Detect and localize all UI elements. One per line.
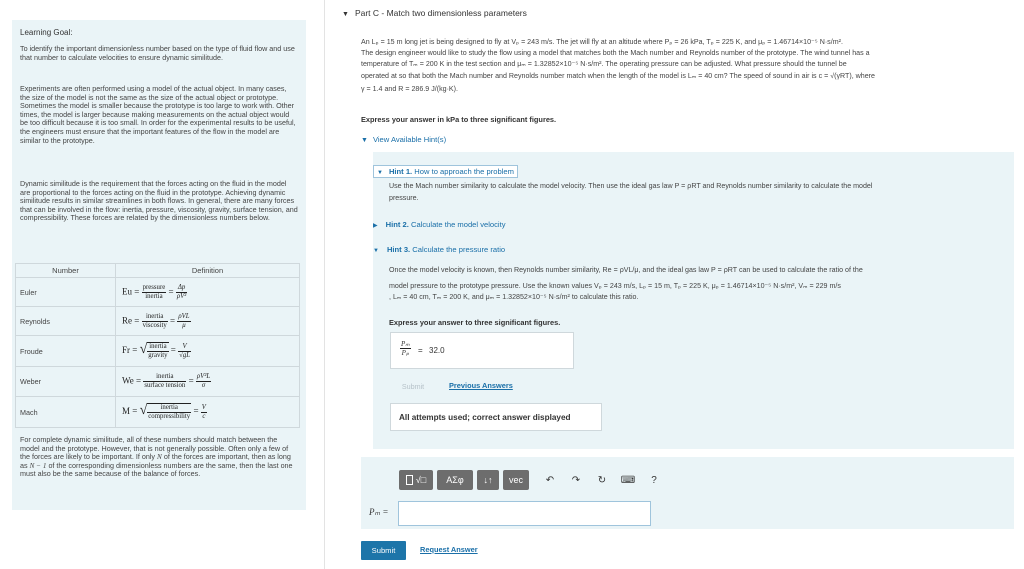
table-header: Definition — [116, 264, 300, 278]
undo-icon[interactable]: ↶ — [545, 474, 555, 486]
frac-den: gL — [182, 351, 191, 359]
frac-num: pressure — [142, 283, 166, 291]
view-hints-label: View Available Hint(s) — [372, 135, 447, 144]
p4-text-c: of the corresponding dimensionless numbers are the same, then the last one must also be the same because of the balance of forces. — [20, 460, 293, 479]
submit-button-disabled: Submit — [390, 379, 436, 395]
column-divider — [324, 0, 325, 569]
frac-den: gravity — [148, 352, 168, 359]
hint-3-body — [389, 265, 1009, 304]
number-symbol: M — [122, 406, 131, 417]
learning-goal-p4 — [20, 436, 298, 479]
learning-goal-title: Learning Goal: — [20, 28, 73, 37]
chevron-down-icon: ▼ — [377, 170, 383, 176]
table-cell-name: Froude — [16, 336, 116, 367]
hint-2-label: Calculate the model velocity — [410, 220, 506, 229]
number-symbol: Eu — [122, 286, 132, 297]
pressure-answer-input[interactable] — [398, 501, 651, 526]
table-row — [16, 367, 300, 397]
hint-1-body — [389, 181, 872, 204]
frac-den: μ — [182, 321, 186, 329]
ratio-label-den: Pₚ — [401, 349, 409, 357]
reset-icon[interactable]: ↻ — [597, 474, 607, 486]
view-hints-toggle[interactable] — [361, 135, 446, 144]
learning-goal-p3: Dynamic similitude is the requirement that the forces acting on the fluid in the model are proportional to the forces acting on the fluid in the prototype. Achieving dynamic similitude results in similar streamlines in both flows. In general, there are many forces that can be involved in the flow: inertia, pressure, viscosity, gravity, surface tension, and compressibility. These forces are related by the dimensionless numbers below. — [20, 179, 298, 223]
ratio-label — [400, 340, 411, 357]
chevron-down-icon: ▼ — [373, 248, 379, 254]
learning-goal-p1: To identify the important dimensionless number based on the type of fluid flow and use that number to calculate velocities to ensure dynamic similitude. — [20, 44, 295, 62]
table-cell-name: Reynolds — [16, 307, 116, 336]
fraction-template-icon — [406, 475, 413, 485]
frac-num: inertia — [143, 373, 186, 382]
ratio-label-num: Pₘ — [401, 340, 410, 348]
table-cell-definition: We = $\frac{\text{inertia}}{\text{surface tension}}$ = $\frac{\text{ρV²L}}{\sigma}$ — [116, 367, 300, 397]
hint-1-text: Use the Mach number similarity to calculate the model velocity. Then use the ideal gas law P = ρRT and Reynolds number similarity to calculate the model — [389, 182, 873, 190]
ratio-answer-box: $\frac{\text{Pₘ}}{\text{Pₚ}}$ = 32.0 — [390, 332, 574, 369]
hint-3-label: Calculate the pressure ratio — [412, 245, 506, 254]
attempts-message: All attempts used; correct answer displayed — [390, 403, 602, 431]
question-text — [361, 37, 1017, 95]
chevron-right-icon: ▶ — [373, 223, 378, 229]
hint-3-number: Hint 3. — [386, 245, 411, 254]
table-cell-definition: M = √ $\frac{\text{inertia}}{\text{compressibility}}$ = $\frac{V}{c}$ — [116, 397, 300, 428]
table-cell-definition: Re = $\frac{\text{inertia}}{\text{viscosity}}$ = $\frac{\text{ρVL}}{\mu}$ — [116, 307, 300, 336]
hint-3-text: , Lₘ = 40 cm, Tₘ = 200 K, and μₘ = 1.32852×10⁻⁵ N·s/m² to calculate this ratio. — [389, 293, 639, 301]
number-symbol: We — [122, 375, 134, 386]
frac-num: Δp — [176, 284, 187, 293]
hint-1-text: pressure. — [389, 193, 419, 202]
question-line: The design engineer would like to study the flow using a model that matches both the Mach number and Reynolds number of the prototype. The wind tunnel has a — [361, 49, 870, 58]
table-cell-name: Euler — [16, 278, 116, 307]
keyboard-icon[interactable]: ⌨ — [620, 474, 636, 486]
table-row — [16, 397, 300, 428]
answer-instruction: Express your answer in kPa to three significant figures. — [361, 115, 557, 124]
table-row — [16, 307, 300, 336]
pm-label: Pₘ = — [369, 507, 389, 517]
hint-3-text: Once the model velocity is known, then Reynolds number similarity, Re = ρVL/μ, and the ideal gas law P = ρRT can be used to calculate the ratio of the — [389, 266, 863, 274]
previous-answers-link[interactable]: Previous Answers — [449, 381, 513, 390]
submit-button[interactable]: Submit — [361, 541, 406, 560]
frac-den: compressibility — [148, 413, 191, 420]
table-cell-definition: Fr = √ $\frac{\text{inertia}}{\text{gravity}}$ = $\frac{V}{√gL}$ — [116, 336, 300, 367]
chevron-down-icon: ▼ — [361, 137, 368, 144]
question-line: temperature of Tₘ = 200 K in the test section and μₘ = 1.32852×10⁻⁵ N·s/m². The operating pressure can be adjusted. What pressure should the tunnel be — [361, 60, 847, 69]
table-cell-name: Weber — [16, 367, 116, 397]
math-toolbar — [399, 469, 671, 491]
frac-num: ρVL — [178, 312, 190, 320]
question-line: operated at so that both the Mach number and Reynolds number match when the length of the model is Lₘ = 40 cm? The speed of sound in air is c = √(γRT), where — [361, 71, 875, 80]
table-header-row — [16, 264, 300, 278]
table-header: Number — [16, 264, 116, 278]
frac-num: V — [178, 343, 191, 352]
frac-num: ρV²L — [196, 373, 211, 380]
frac-den: viscosity — [142, 321, 167, 329]
learning-goal-panel — [12, 20, 306, 510]
p4-math-n-minus-1: N − 1 — [29, 461, 47, 470]
frac-den: c — [202, 412, 206, 420]
table-row — [16, 278, 300, 307]
help-button[interactable]: ? — [651, 474, 657, 486]
p4-text-a: For complete dynamic similitude, all of these numbers should match between the model and the prototype. However, that is not generally possible. Often only a few of the forces are likely to be important. If only — [20, 435, 289, 462]
sqrt-template-icon: √□ — [415, 475, 427, 485]
frac-den: inertia — [145, 292, 163, 300]
frac-num: inertia — [149, 343, 167, 350]
table-cell-definition: Eu = $\frac{\text{pressure}}{\text{inertia}}$ = $\frac{\Delta p}{\text{ρV²}}$ — [116, 278, 300, 307]
p4-math-n: N — [157, 453, 162, 462]
frac-num: inertia — [147, 404, 191, 413]
question-line: An Lₚ = 15 m long jet is being designed to fly at Vₚ = 243 m/s. The jet will fly at an altitude where Pₚ = 26 kPa, Tₚ = 225 K, and μₚ = 1.46714×10⁻⁵ N·s/m². — [361, 38, 843, 46]
number-symbol: Re — [122, 315, 132, 326]
dimensionless-table — [15, 263, 300, 428]
frac-den: σ — [201, 382, 206, 389]
templates-button[interactable] — [399, 470, 433, 490]
subscript-superscript-button[interactable]: ↓↑ — [477, 470, 499, 490]
frac-den: surface tension — [144, 382, 186, 389]
hint-2-header[interactable] — [373, 220, 506, 229]
greek-symbols-button[interactable]: ΑΣφ — [437, 470, 473, 490]
hint-3-text: model pressure to the prototype pressure. Use the known values Vₚ = 243 m/s, Lₚ = 15 m, Tₚ = 225 K, μₚ = 1.46714×10⁻⁵ N·s/m², Vₘ = 229 m/s — [389, 281, 841, 290]
question-line: γ = 1.4 and R = 286.9 J/(kg·K). — [361, 84, 458, 93]
table-cell-name: Mach — [16, 397, 116, 428]
collapse-triangle-icon[interactable]: ▼ — [342, 11, 349, 18]
number-symbol: Fr — [122, 345, 131, 356]
table-row — [16, 336, 300, 367]
redo-icon[interactable]: ↷ — [571, 474, 581, 486]
hint-2-number: Hint 2. — [385, 220, 409, 229]
hint-1-label: How to approach the problem — [414, 167, 514, 176]
frac-den: ρV² — [176, 292, 187, 300]
ratio-value: 32.0 — [429, 346, 445, 355]
frac-num: inertia — [142, 313, 168, 322]
vector-button[interactable]: vec — [503, 470, 529, 490]
learning-goal-p2: Experiments are often performed using a model of the actual object. In many cases, the size of the model is not the same as the size of the actual object or prototype. Sometimes the model is smaller because the prototype is too large to work with. Other times, the model is larger because making measurements on the actual object would be too difficult because it is too small. In order for the experimental results to be useful, the engineers must ensure that the important features of the flow in the model are similar to the prototype. — [20, 84, 296, 145]
part-c-header[interactable] — [342, 8, 527, 18]
hint-3-header[interactable] — [373, 245, 505, 254]
part-title: Part C - Match two dimensionless parameters — [354, 8, 527, 18]
hint-1-number: Hint 1. — [388, 167, 413, 176]
request-answer-link[interactable]: Request Answer — [420, 545, 478, 554]
p4-text-b: of the forces are important, then as long as — [20, 452, 291, 470]
frac-num: V — [201, 403, 206, 411]
hint-1-header[interactable] — [373, 165, 518, 178]
hint-3-instruction: Express your answer to three significant figures. — [389, 318, 561, 327]
